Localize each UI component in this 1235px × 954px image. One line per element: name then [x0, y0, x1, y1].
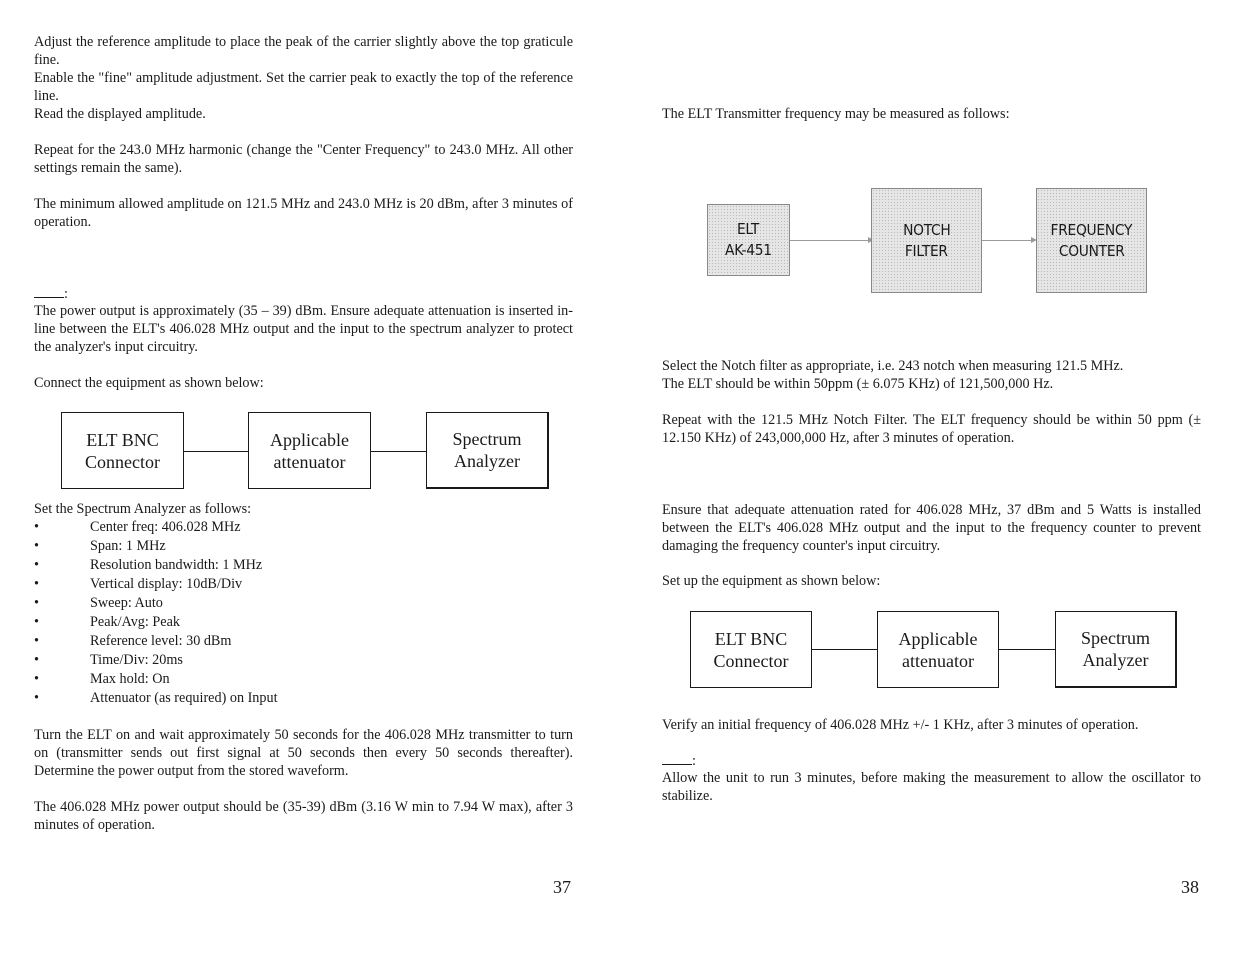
- list-item-text: Time/Div: 20ms: [90, 652, 183, 668]
- diagram-box-elt-ak451: [707, 204, 790, 276]
- paragraph-repeat-243: Repeat for the 243.0 MHz harmonic (change the "Center Frequency" to 243.0 MHz. All other settings remain the same).: [34, 142, 573, 176]
- note-colon: :: [64, 286, 68, 302]
- paragraph-ensure-attenuation: Ensure that adequate attenuation rated for 406.028 MHz, 37 dBm and 5 Watts is installed between the ELT's 406.028 MHz output and the input to the frequency counter to prevent damaging the frequency counter's input circuitry.: [662, 502, 1201, 554]
- paragraph-adjust-reference: Adjust the reference amplitude to place the peak of the carrier slightly above the top graticule fine.: [34, 34, 573, 68]
- list-item: [34, 556, 573, 575]
- connector-line: [999, 649, 1055, 650]
- list-item-text: Attenuator (as required) on Input: [90, 690, 278, 706]
- box-label-line2: attenuator: [273, 451, 346, 472]
- list-item: [34, 613, 573, 632]
- connector-line: [371, 451, 426, 452]
- list-item: [34, 575, 573, 594]
- page-number-right: 38: [1181, 877, 1199, 897]
- box-label-line2: Connector: [713, 650, 789, 671]
- paragraph-set-analyzer: Set the Spectrum Analyzer as follows:: [34, 501, 252, 517]
- diagram-box-attenuator: [248, 412, 371, 489]
- list-item: [34, 632, 573, 651]
- box-label-line1: Applicable: [270, 429, 349, 450]
- box-label-line2: Analyzer: [1082, 650, 1149, 670]
- paragraph-elt-within-50ppm: The ELT should be within 50ppm (± 6.075 KHz) of 121,500,000 Hz.: [662, 376, 1054, 392]
- bullet: •: [34, 690, 39, 706]
- list-item: [34, 537, 573, 556]
- diagram-box-spectrum-analyzer: [426, 412, 549, 489]
- paragraph-verify-frequency: Verify an initial frequency of 406.028 MHz +/- 1 KHz, after 3 minutes of operation.: [662, 717, 1139, 733]
- box-label-line2: AK-451: [725, 241, 772, 259]
- box-label-line2: attenuator: [902, 650, 974, 671]
- box-label-line1: Spectrum: [452, 429, 522, 449]
- bullet: •: [34, 671, 39, 687]
- list-item-text: Peak/Avg: Peak: [90, 614, 180, 630]
- list-item-text: Sweep: Auto: [90, 595, 163, 611]
- box-label-line1: NOTCH: [902, 220, 951, 239]
- box-label-line1: ELT BNC: [86, 429, 159, 450]
- page-number-left: 37: [553, 877, 571, 897]
- list-item: [34, 594, 573, 613]
- bullet: •: [34, 595, 39, 611]
- list-item-text: Resolution bandwidth: 1 MHz: [90, 557, 263, 573]
- note-label: [662, 751, 1201, 770]
- paragraph-read-amplitude: Read the displayed amplitude.: [34, 106, 206, 122]
- note-colon: :: [692, 753, 696, 769]
- bullet: •: [34, 538, 39, 554]
- diagram-box-frequency-counter: [1036, 188, 1147, 293]
- paragraph-power-output: The power output is approximately (35 – 39) dBm. Ensure adequate attenuation is inserted in-line between the ELT's 406.028 MHz output and the input to the spectrum analyzer to protect the analyzer's input circuitry.: [34, 303, 573, 355]
- bullet: •: [34, 633, 39, 649]
- paragraph-frequency-intro: The ELT Transmitter frequency may be measured as follows:: [662, 106, 1010, 122]
- note-blank: [34, 284, 64, 298]
- bullet: •: [34, 652, 39, 668]
- box-label-line1: ELT BNC: [714, 628, 788, 649]
- connector-line: [184, 451, 248, 452]
- arrow-line: [982, 240, 1035, 241]
- list-item: [34, 651, 573, 670]
- paragraph-minimum-amplitude: The minimum allowed amplitude on 121.5 MHz and 243.0 MHz is 20 dBm, after 3 minutes of operation.: [34, 196, 573, 230]
- diagram-box-elt-bnc: [61, 412, 184, 489]
- bullet: •: [34, 519, 39, 535]
- paragraph-setup-equipment: Set up the equipment as shown below:: [662, 573, 881, 589]
- paragraph-allow-unit: Allow the unit to run 3 minutes, before making the measurement to allow the oscillator to stabilize.: [662, 770, 1201, 804]
- box-label-line2: FILTER: [905, 241, 948, 260]
- diagram-box-elt-bnc: [690, 611, 812, 688]
- diagram-box-attenuator: [877, 611, 999, 688]
- box-label-line1: FREQUENCY: [1050, 220, 1133, 239]
- bullet: •: [34, 576, 39, 592]
- box-label-line1: ELT: [737, 220, 760, 238]
- paragraph-enable-fine: Enable the "fine" amplitude adjustment. Set the carrier peak to exactly the top of the reference line.: [34, 70, 573, 104]
- list-item: [34, 689, 573, 708]
- paragraph-repeat-notch: Repeat with the 121.5 MHz Notch Filter. The ELT frequency should be within 50 ppm (± 12.150 KHz) of 243,000,000 Hz, after 3 minutes of operation.: [662, 412, 1201, 446]
- list-item-text: Reference level: 30 dBm: [90, 633, 232, 649]
- note-label: [34, 284, 573, 303]
- paragraph-power-output-spec: The 406.028 MHz power output should be (35-39) dBm (3.16 W min to 7.94 W max), after 3 minutes of operation.: [34, 799, 573, 833]
- list-item-text: Span: 1 MHz: [90, 538, 166, 554]
- box-label-line2: COUNTER: [1058, 241, 1125, 260]
- arrow-line: [790, 240, 870, 241]
- box-label-line2: Connector: [85, 451, 160, 472]
- diagram-box-spectrum-analyzer: [1055, 611, 1177, 688]
- box-label-line1: Applicable: [898, 628, 978, 649]
- bullet: •: [34, 557, 39, 573]
- list-item-text: Center freq: 406.028 MHz: [90, 519, 241, 535]
- list-item: [34, 670, 573, 689]
- list-item: [34, 518, 573, 537]
- list-item-text: Max hold: On: [90, 671, 170, 687]
- connector-line: [812, 649, 877, 650]
- paragraph-turn-elt-on: Turn the ELT on and wait approximately 50 seconds for the 406.028 MHz transmitter to turn on (transmitter sends out first signal at 50 seconds then every 50 seconds thereafter). Determine the power output from the stored waveform.: [34, 727, 573, 779]
- box-label-line1: Spectrum: [1081, 628, 1150, 648]
- box-label-line2: Analyzer: [454, 451, 520, 471]
- note-blank: [662, 751, 692, 765]
- bullet: •: [34, 614, 39, 630]
- diagram-box-notch-filter: [871, 188, 982, 293]
- list-item-text: Vertical display: 10dB/Div: [90, 576, 243, 592]
- paragraph-select-notch: Select the Notch filter as appropriate, i.e. 243 notch when measuring 121.5 MHz.: [662, 358, 1124, 374]
- settings-list: [34, 518, 573, 708]
- paragraph-connect-equipment: Connect the equipment as shown below:: [34, 375, 264, 391]
